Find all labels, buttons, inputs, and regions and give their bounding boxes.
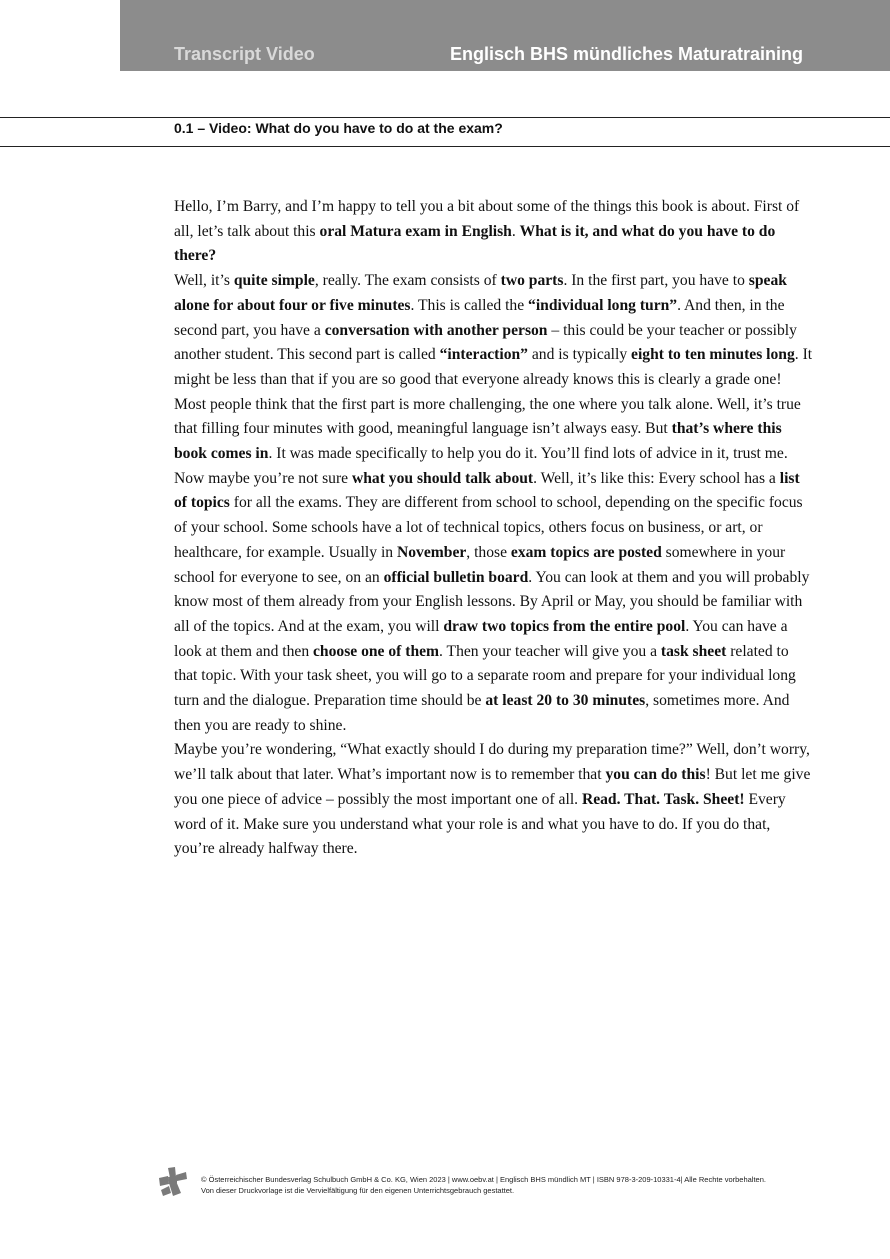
text-run: Every word of it. Make sure you understand what your role is and what you have to do. If you do that, you’re already halfway there. (174, 790, 786, 858)
publisher-logo-icon (156, 1166, 188, 1198)
bold-phrase: Read. That. Task. Sheet! (581, 790, 745, 808)
text-run: Maybe you’re wondering, “What exactly should I do during my preparation time?” Well, don’t worry, we’ll talk about that later. What’s important now is to remember that (174, 741, 810, 784)
bold-phrase: list of topics (174, 469, 800, 512)
text-run: . In the first part, you have to (563, 272, 749, 290)
text-run: Hello, I’m Barry, and I’m happy to tell you a bit about some of the things this book is about. First of all, let’s talk about this (174, 198, 800, 240)
text-run: . You can look at them and you will probably know most of them already from your English lessons. By April or May, you should be familiar with all of the topics. And at the exam, you will (174, 568, 810, 635)
bold-phrase: you can do this (605, 766, 706, 784)
transcript-paragraph (174, 738, 814, 862)
bold-phrase: exam topics are posted (510, 543, 662, 561)
transcript-paragraph (174, 467, 814, 739)
text-run: . Then your teacher will give you a (439, 642, 661, 660)
text-run: . Well, it’s like this: Every school has a (533, 469, 780, 487)
bold-phrase: conversation with another person (324, 321, 548, 339)
text-run: . It might be less than that if you are so good that everyone already knows this is clearly a grade one! (174, 346, 813, 388)
bold-phrase: “individual long turn” (528, 296, 678, 314)
bold-phrase: “interaction” (439, 346, 528, 364)
text-run: . And then, in the second part, you have a (174, 296, 785, 339)
bold-phrase: at least 20 to 30 minutes (485, 692, 646, 710)
bold-phrase: two parts (500, 272, 564, 290)
text-run: . You can have a look at them and then (174, 617, 788, 660)
text-run: ! But let me give you one piece of advice – possibly the most important one of all. (174, 766, 811, 808)
title-rule-bottom (0, 146, 890, 147)
text-run: , sometimes more. And then you are ready to shine. (174, 692, 790, 734)
text-run: . It was made specifically to help you do it. You’ll find lots of advice in it, trust me. (268, 445, 788, 463)
bold-phrase: What is it, and what do you have to do there? (174, 222, 776, 265)
text-run: – this could be your teacher or possibly another student. This second part is called (174, 321, 797, 364)
bold-phrase: that’s where this book comes in (174, 420, 782, 463)
transcript-paragraph (174, 269, 814, 393)
text-run: somewhere in your school for everyone to see, on an (174, 543, 786, 586)
transcript-body (174, 195, 814, 862)
header-book-title: Englisch BHS mündliches Maturatraining (450, 44, 804, 64)
bold-phrase: task sheet (660, 642, 727, 660)
header-doc-type: Transcript Video (174, 44, 315, 64)
transcript-paragraph (174, 195, 814, 269)
text-run: Well, it’s (174, 272, 234, 290)
title-rule-top (0, 117, 890, 118)
text-run: . (511, 222, 520, 240)
text-run: Now maybe you’re not sure (174, 469, 352, 487)
text-run: Most people think that the first part is more challenging, the one where you talk alone. Well, it’s true that filling four minutes with good, meaningful language isn’t always easy. But (174, 395, 801, 438)
text-run: , really. The exam consists of (314, 272, 501, 290)
footer-line-1: © Österreichischer Bundesverlag Schulbuch GmbH & Co. KG, Wien 2023 | www.oebv.at | Englisch BHS mündlich MT | ISBN 978-3-209-10331-4| Alle Rechte vorbehalten. (201, 1175, 766, 1184)
bold-phrase: quite simple (233, 272, 315, 290)
bold-phrase: oral Matura exam in English (319, 222, 512, 240)
text-run: related to that topic. With your task sheet, you will go to a separate room and prepare for your individual long turn and the dialogue. Preparation time should be (174, 642, 796, 710)
bold-phrase: speak alone for about four or five minutes (174, 272, 787, 314)
footer-line-2: Von dieser Druckvorlage ist die Vervielfältigung für den eigenen Unterrichtsgebrauch gestattet. (201, 1186, 515, 1195)
text-run: and is typically (527, 346, 632, 364)
bold-phrase: official bulletin board (383, 568, 529, 586)
transcript-paragraph (174, 393, 814, 467)
bold-phrase: November (397, 543, 467, 561)
text-run: , those (466, 543, 511, 561)
footer-copyright (201, 1174, 861, 1196)
bold-phrase: choose one of them (313, 642, 440, 660)
bold-phrase: draw two topics from the entire pool (443, 617, 686, 635)
text-run: . This is called the (410, 296, 529, 314)
bold-phrase: eight to ten minutes long (631, 346, 795, 364)
text-run: for all the exams. They are different from school to school, depending on the specific focus of your school. Some schools have a lot of technical topics, others focus on business, or art, or healthcare, for example. Usually in (174, 494, 803, 561)
header-band (120, 0, 890, 71)
bold-phrase: what you should talk about (351, 469, 534, 487)
section-title: 0.1 – Video: What do you have to do at the exam? (174, 120, 503, 136)
